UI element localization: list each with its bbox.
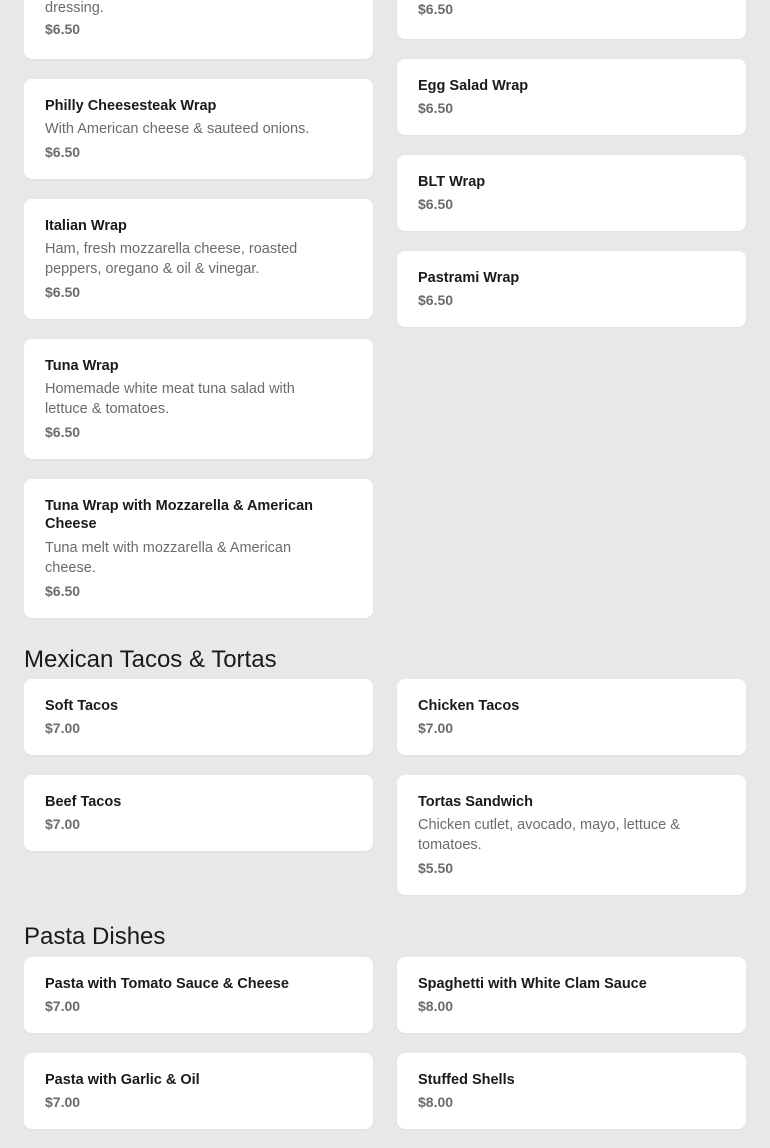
item-price: $6.50 xyxy=(418,196,454,212)
item-price: $6.50 xyxy=(45,21,81,37)
item-name: Spaghetti with White Clam Sauce xyxy=(418,976,647,992)
item-description-line: Ham, fresh mozzarella cheese, roasted xyxy=(45,241,298,257)
item-description xyxy=(45,239,352,279)
item-name: BLT Wrap xyxy=(418,174,486,190)
section-title: Pasta Dishes xyxy=(24,923,166,950)
item-price: $6.50 xyxy=(418,292,454,308)
item-price: $6.50 xyxy=(45,284,81,300)
menu-item-card[interactable] xyxy=(397,59,746,135)
item-description-line: Homemade white meat tuna salad with xyxy=(45,381,295,397)
item-price: $6.50 xyxy=(418,100,454,116)
item-description-line: lettuce & tomatoes. xyxy=(45,401,170,417)
item-name: Chicken Tacos xyxy=(418,698,520,714)
menu-item-card[interactable] xyxy=(397,775,746,895)
menu-item-card[interactable] xyxy=(24,339,373,459)
item-description xyxy=(45,538,352,578)
item-price: $8.00 xyxy=(418,998,454,1014)
item-name: Pasta with Garlic & Oil xyxy=(45,1072,200,1088)
item-name: Philly Cheesesteak Wrap xyxy=(45,98,217,114)
menu-item-card[interactable] xyxy=(24,0,373,59)
item-price: $6.50 xyxy=(45,583,81,599)
item-description-line: Chicken cutlet, avocado, mayo, lettuce & xyxy=(418,817,680,833)
item-price: $6.50 xyxy=(45,424,81,440)
item-name: Italian Wrap xyxy=(45,218,127,234)
menu-item-card[interactable] xyxy=(397,679,746,755)
menu-item-card[interactable] xyxy=(397,155,746,231)
menu-item-card[interactable] xyxy=(24,957,373,1033)
item-name: Pasta with Tomato Sauce & Cheese xyxy=(45,976,289,992)
item-name: Pastrami Wrap xyxy=(418,270,520,286)
item-description-line: peppers, oregano & oil & vinegar. xyxy=(45,261,260,277)
menu-item-card[interactable] xyxy=(397,251,746,327)
item-name-line: Cheese xyxy=(45,516,97,532)
item-description-line: cheese. xyxy=(45,560,96,576)
item-name: Tortas Sandwich xyxy=(418,794,533,810)
menu-item-card[interactable] xyxy=(397,0,746,39)
item-name-line: Tuna Wrap with Mozzarella & American xyxy=(45,498,314,514)
item-name xyxy=(45,497,352,533)
item-description xyxy=(45,379,352,419)
item-price: $5.50 xyxy=(418,860,454,876)
menu-item-card[interactable] xyxy=(397,957,746,1033)
item-price: $7.00 xyxy=(418,720,454,736)
menu-item-card[interactable] xyxy=(24,679,373,755)
section-title: Mexican Tacos & Tortas xyxy=(24,646,277,673)
item-name: Tuna Wrap xyxy=(45,358,119,374)
item-name: Stuffed Shells xyxy=(418,1072,515,1088)
item-name: Beef Tacos xyxy=(45,794,122,810)
menu-item-card[interactable] xyxy=(24,199,373,319)
item-price: $7.00 xyxy=(45,1094,81,1110)
item-name: Soft Tacos xyxy=(45,698,119,714)
menu-item-card[interactable] xyxy=(24,79,373,179)
item-price: $7.00 xyxy=(45,816,81,832)
item-description xyxy=(418,815,725,855)
menu-item-card[interactable] xyxy=(24,1053,373,1129)
item-price: $7.00 xyxy=(45,720,81,736)
item-price: $6.50 xyxy=(45,144,81,160)
item-description-line: Tuna melt with mozzarella & American xyxy=(45,540,292,556)
item-name: Egg Salad Wrap xyxy=(418,78,529,94)
item-price: $6.50 xyxy=(418,1,454,17)
item-price: $7.00 xyxy=(45,998,81,1014)
menu-item-card[interactable] xyxy=(24,775,373,851)
item-price: $8.00 xyxy=(418,1094,454,1110)
item-description-line: tomatoes. xyxy=(418,837,482,853)
item-description: With American cheese & sauteed onions. xyxy=(45,121,310,137)
menu-item-card[interactable] xyxy=(24,479,373,618)
menu-item-card[interactable] xyxy=(397,1053,746,1129)
item-description: dressing. xyxy=(45,0,104,16)
